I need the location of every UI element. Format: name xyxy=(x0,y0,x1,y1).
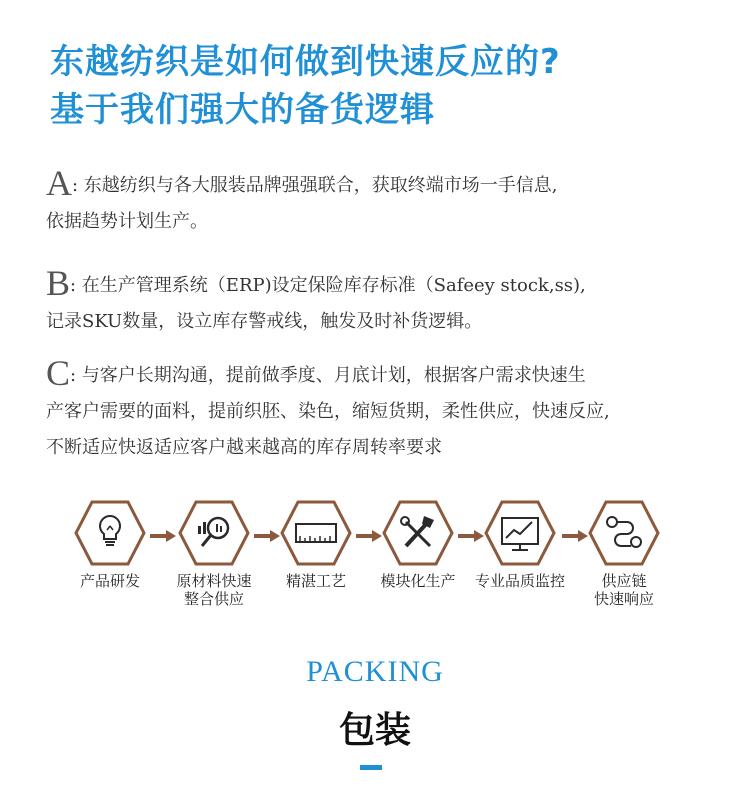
heading-line-1: 东越纺织是如何做到快速反应的? xyxy=(50,42,561,82)
paragraph-lead: : 在生产管理系统（ERP)设定保险库存标准（Safeey stock,ss), xyxy=(70,275,586,296)
paragraph-letter: C xyxy=(46,353,71,393)
process-step-quality xyxy=(470,500,570,590)
process-step-product-dev xyxy=(60,500,160,590)
paragraph-letter: B xyxy=(46,263,71,303)
process-flow xyxy=(68,500,668,620)
step-label: 供应链 xyxy=(601,572,647,590)
process-step-modular xyxy=(368,500,468,590)
lightbulb-icon xyxy=(74,500,146,566)
paragraph-a xyxy=(46,165,726,240)
ruler-icon xyxy=(280,500,352,566)
magnifier-chart-icon xyxy=(178,500,250,566)
paragraph-line: 记录SKU数量，设立库存警戒线，触发及时补货逻辑。 xyxy=(46,311,483,332)
paragraph-line: 不断适应快返适应客户越来越高的库存周转率要求 xyxy=(46,437,442,458)
step-label: 模块化生产 xyxy=(380,572,456,590)
packing-title-en: PACKING xyxy=(306,655,444,688)
step-label-2: 快速响应 xyxy=(593,590,654,608)
process-step-craft xyxy=(266,500,366,590)
paragraph-letter: A xyxy=(46,163,72,203)
paragraph-lead: : 东越纺织与各大服装品牌强强联合，获取终端市场一手信息, xyxy=(72,175,558,196)
paragraph-lead: : 与客户长期沟通，提前做季度、月底计划，根据客户需求快速生 xyxy=(70,365,586,386)
paragraph-line: 产客户需要的面料，提前织胚、染色，缩短货期，柔性供应，快速反应, xyxy=(46,401,610,422)
monitor-chart-icon xyxy=(484,500,556,566)
paragraph-c xyxy=(46,355,726,466)
page-heading xyxy=(50,38,730,134)
route-icon xyxy=(588,500,660,566)
process-step-materials xyxy=(164,500,264,608)
step-label: 专业品质监控 xyxy=(474,572,565,590)
packing-title-zh: 包装 xyxy=(338,710,411,751)
process-step-supply-chain xyxy=(574,500,674,608)
paragraph-line: 依据趋势计划生产。 xyxy=(46,211,208,232)
title-divider xyxy=(360,765,382,770)
tools-icon xyxy=(382,500,454,566)
paragraph-b xyxy=(46,265,726,340)
step-label: 产品研发 xyxy=(79,572,140,590)
step-label: 精湛工艺 xyxy=(285,572,346,590)
step-label: 原材料快速 xyxy=(176,572,252,590)
heading-line-2: 基于我们强大的备货逻辑 xyxy=(50,90,435,130)
step-label-2: 整合供应 xyxy=(183,590,244,608)
